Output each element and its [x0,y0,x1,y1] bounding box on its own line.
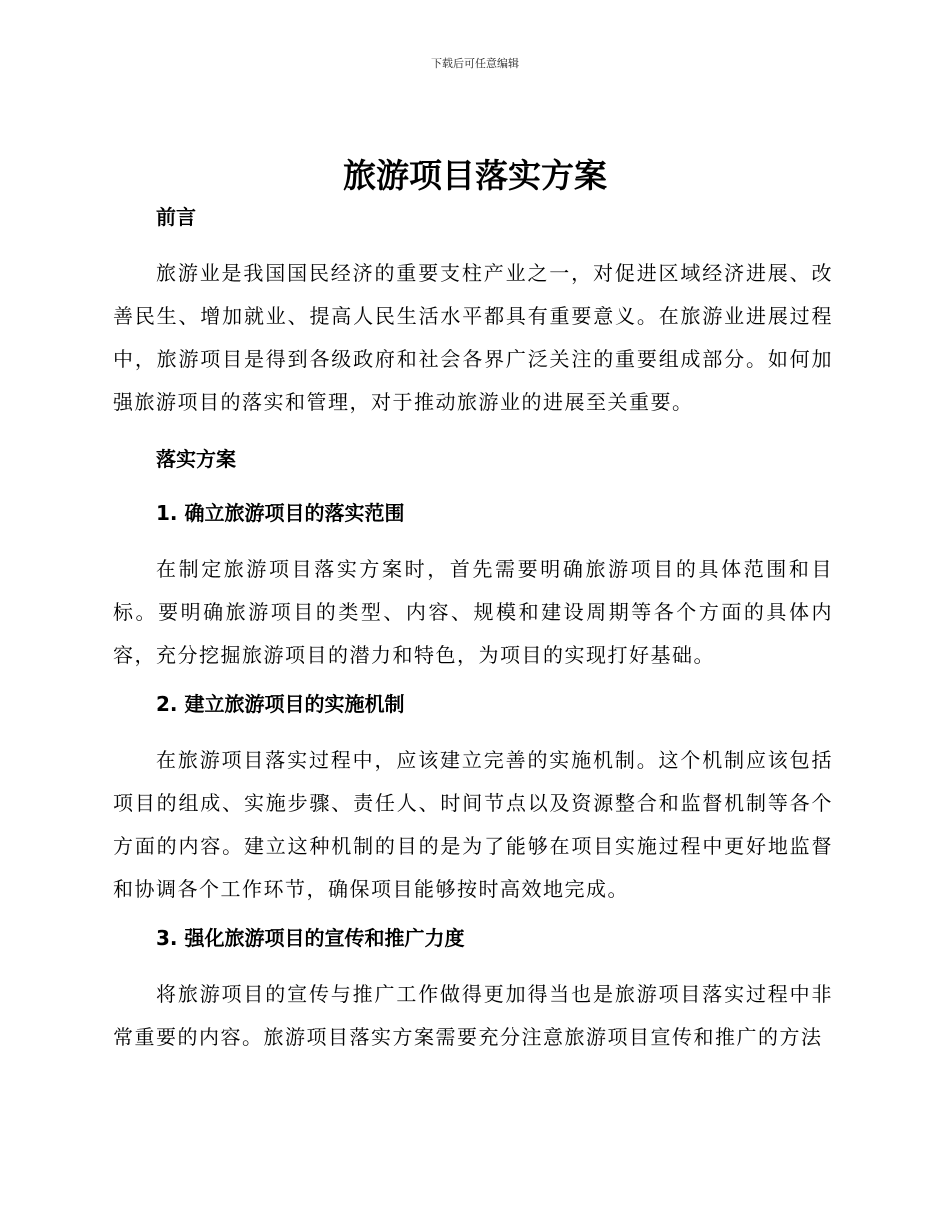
paragraph-3: 将旅游项目的宣传与推广工作做得更加得当也是旅游项目落实过程中非常重要的内容。旅游项目落实方案需要充分注意旅游项目宣传和推广的方法 [113,982,833,1049]
section-heading-plan: 落实方案 [156,447,236,471]
section-heading-3: 3. 强化旅游项目的宣传和推广力度 [156,926,465,950]
paragraph-1: 在制定旅游项目落实方案时，首先需要明确旅游项目的具体范围和目标。要明确旅游项目的类型、内容、规模和建设周期等各个方面的具体内容，充分挖掘旅游项目的潜力和特色，为项目的实现打好基础。 [113,557,833,667]
section-heading-2: 2. 建立旅游项目的实施机制 [156,692,405,716]
document-body [113,202,833,1059]
document-title: 旅游项目落实方案 [343,156,607,195]
paragraph-preface: 旅游业是我国国民经济的重要支柱产业之一，对促进区域经济进展、改善民生、增加就业、提高人民生活水平都具有重要意义。在旅游业进展过程中，旅游项目是得到各级政府和社会各界广泛关注的重要组成部分。如何加强旅游项目的落实和管理，对于推动旅游业的进展至关重要。 [113,261,833,414]
section-heading-1: 1. 确立旅游项目的落实范围 [156,501,405,525]
header-note: 下载后可任意编辑 [431,57,519,70]
section-heading-preface: 前言 [156,205,196,229]
paragraph-2: 在旅游项目落实过程中，应该建立完善的实施机制。这个机制应该包括项目的组成、实施步骤、责任人、时间节点以及资源整合和监督机制等各个方面的内容。建立这种机制的目的是为了能够在项目实施过程中更好地监督和协调各个工作环节，确保项目能够按时高效地完成。 [113,748,833,901]
